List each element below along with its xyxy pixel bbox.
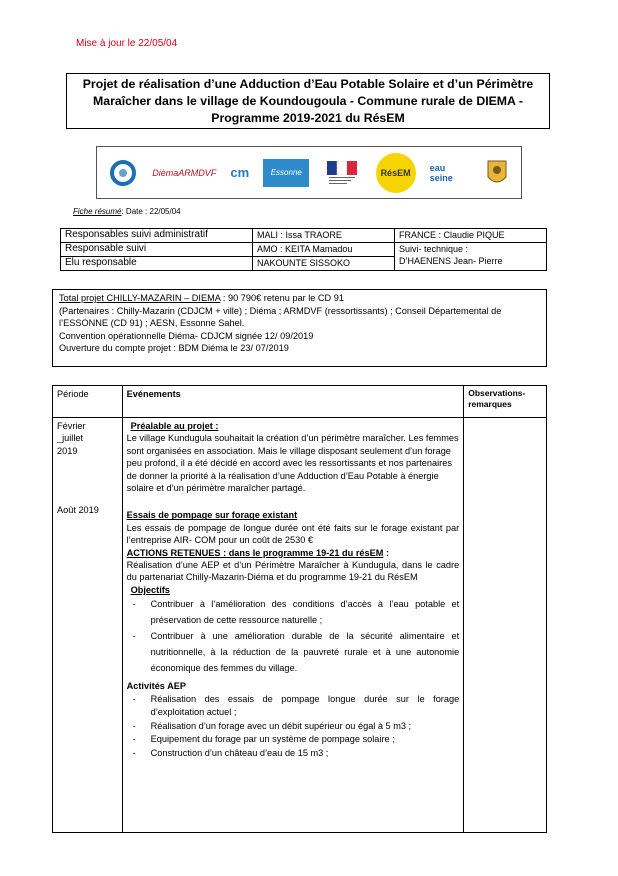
suivi-technique-name: D’HAENENS Jean- Pierre [399,256,503,266]
title-line-2: Maraîcher dans le village de Koundougoula - Commune rurale de DIEMA - [92,94,523,108]
essonne-logo: Essonne [263,159,309,187]
table-cell: FRANCE : Claudie PIQUE [395,229,547,243]
eau-seine-logo-text: eau seine [429,162,453,183]
header-observations: Observations-remarques [464,386,547,418]
list-item: - Contribuer à une amélioration durable de la sécurité alimentaire et nutritionnelle, à la réduction de la pauvreté rurale et à une autonomie économique des femmes du village. [127,628,460,676]
actions-block [127,547,460,559]
table-cell: Elu responsable [61,257,253,271]
header-evenements: Evénements [122,386,464,418]
prealable-text: Le village Kundugula souhaitait la création d’un périmètre maraîcher. Les femmes sont organisées en association. Mais le village disposant seulement d’un forage peu profond, il a été décidé en accord avec les ressortissants et nos partenaires de donner la priorité à la réalisation d’une Adduction d’Eau Potable à énergie solaire et d’un périmètre maraîcher partagé. [126,433,459,494]
table-row [53,418,547,833]
objectifs-list [127,596,460,676]
table-cell: NAKOUNTE SISSOKO [253,257,395,271]
responsables-table [60,228,547,271]
list-item: - Réalisation des essais de pompage longue durée sur le forage d’exploitation actuel ; [127,693,460,720]
list-item: - Construction d’un château d’eau de 15 m3 ; [127,747,460,761]
project-total-label: Total projet CHILLY-MAZARIN – DIEMA [59,293,221,303]
objectifs-title: Objectifs [130,584,170,595]
essais-text: Les essais de pompage de longue durée ont été faits sur le forage existant par l’entreprise AIR- COM pour un coût de 2530 € [126,522,460,546]
list-item: - Contribuer à l’amélioration des conditions d’accès à l’eau potable et préservation de cette ressource naturelle ; [127,596,460,628]
table-row [61,243,547,257]
period-2: Août 2019 [57,505,99,516]
observations-cell [464,418,547,833]
period-1-line-2: _juillet [57,433,84,444]
period-1-line-1: Février [57,421,86,431]
republique-francaise-logo [323,157,361,189]
actions-suffix: : [383,547,390,558]
events-cell [122,418,464,833]
fiche-label: Fiche résumé [73,207,122,216]
fiche-date: Date : 22/05/04 [125,207,181,216]
mali-logo [484,157,510,189]
list-item: - Réalisation d’un forage avec un débit supérieur ou égal à 5 m3 ; [127,720,460,734]
project-total-value: : 90 790€ retenu par le CD 91 [220,293,344,303]
suivi-technique-label: Suivi- technique : [399,244,469,254]
activites-title: Activités AEP [126,681,187,692]
resem-logo: RésEM [376,153,416,193]
eau-seine-normandie-logo [430,159,470,187]
table-cell: MALI : Issa TRAORE [253,229,395,243]
document-title [66,73,550,129]
prealable-title: Préalable au projet : [130,421,219,431]
table-header-row [53,386,547,418]
events-table [52,385,547,833]
table-cell [395,243,547,271]
title-line-3: Programme 2019-2021 du RésEM [211,111,405,125]
cjdcm-logo [108,158,138,188]
period-cell [53,418,123,833]
fiche-resume: Fiche résumé: Date : 22/05/04 [73,207,181,216]
project-convention: Convention opérationnelle Diéma- CDJCM signée 12/ 09/2019 [59,330,314,341]
header-periode: Période [53,386,123,418]
project-account: Ouverture du compte projet : BDM Diéma le 23/ 07/2019 [59,343,289,353]
title-line-1: Projet de réalisation d’une Adduction d’Eau Potable Solaire et d’un Périmètre [82,77,534,91]
table-row [61,229,547,243]
actions-text: Réalisation d’une AEP et d’un Périmètre Maraîcher à Kundugula, dans le cadre du partenariat Chilly-Mazarin-Diéma et du programme 19-21 du RésEM [126,560,460,583]
table-cell: AMO : KEITA Mamadou [253,243,395,257]
period-1-line-3: 2019 [57,445,78,456]
partner-logos-banner [96,146,522,199]
activites-list [127,693,460,761]
project-summary-box [52,289,547,367]
project-partners: (Partenaires : Chilly-Mazarin (CDJCM + ville) ; Diéma ; ARMDVF (ressortissants) ; Conseil Départemental de l’ESSONNE (CD 91) ; AESN, Essonne Sahel. [59,305,502,328]
table-cell: Responsables suivi administratif [61,229,253,243]
update-note: Mise à jour le 22/05/04 [76,38,178,49]
essais-title: Essais de pompage sur forage existant [126,510,298,521]
table-cell: Responsable suivi [61,243,253,257]
list-item: - Equipement du forage par un système de pompage solaire ; [127,733,460,747]
cm-logo: cm [230,165,250,180]
diema-armdvf-logo: DièmaARMDVF [152,167,217,178]
actions-title: ACTIONS RETENUES : dans le programme 19-21 du résEM [126,547,384,558]
project-total [59,292,540,305]
